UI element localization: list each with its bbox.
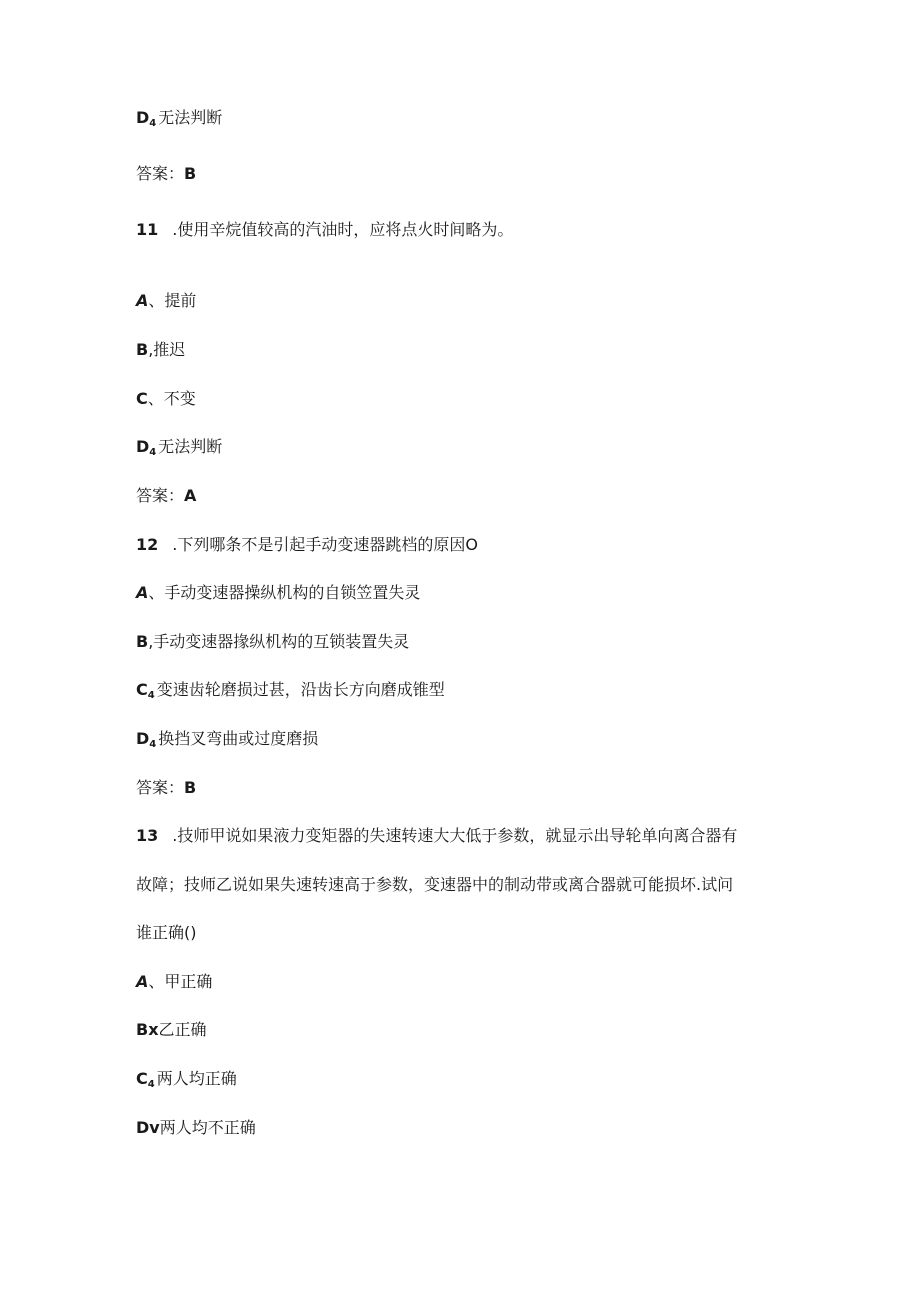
option-d	[136, 729, 318, 755]
option-a	[136, 291, 196, 311]
question-13	[136, 826, 737, 846]
question-text: .技师甲说如果液力变矩器的失速转速大大低于参数，就显示出导轮单向离合器有	[172, 826, 738, 845]
option-b	[136, 1020, 207, 1040]
option-text: ,推迟	[148, 340, 186, 359]
option-text: ,手动变速器掾纵机构的互锁装置失灵	[148, 632, 410, 651]
option-subscript: 4	[149, 739, 157, 750]
option-subscript: 4	[149, 118, 157, 129]
option-letter: C	[136, 680, 148, 699]
option-letter: D	[136, 729, 150, 748]
option-c	[136, 389, 196, 409]
option-text: 变速齿轮磨损过甚，沿齿长方向磨成锥型	[156, 680, 445, 699]
option-letter: C	[136, 1069, 148, 1088]
question-text: .使用辛烷值较高的汽油时，应将点火时间略为。	[172, 220, 514, 239]
option-d	[136, 1118, 256, 1138]
answer-key: B	[184, 778, 197, 797]
option-subscript: 4	[149, 447, 157, 458]
option-a	[136, 972, 212, 992]
answer-label: 答案：	[136, 164, 185, 183]
option-b	[136, 632, 409, 652]
question-12	[136, 535, 478, 555]
option-letter: B	[136, 632, 149, 651]
option-letter: A	[136, 972, 149, 991]
question-text: 谁正确()	[136, 923, 197, 942]
option-text: 两人均不正确	[159, 1118, 256, 1137]
option-letter: C	[136, 389, 148, 408]
option-text: 、甲正确	[148, 972, 213, 991]
option-subscript: 4	[147, 690, 155, 701]
option-letter: A	[136, 583, 149, 602]
option-d	[136, 437, 222, 463]
answer-label: 答案：	[136, 486, 185, 505]
question-text: 故障；技师乙说如果失速转速高于参数，变速器中的制动带或离合器就可能损坏.试问	[136, 875, 734, 894]
option-letter: D	[136, 108, 150, 127]
answer-line	[136, 778, 196, 798]
answer-label: 答案：	[136, 778, 185, 797]
question-number: 11	[136, 220, 159, 239]
question-11	[136, 220, 513, 240]
question-text: .下列哪条不是引起手动变速器跳档的原因O	[172, 535, 478, 554]
answer-key: B	[184, 164, 197, 183]
option-letter: B	[136, 340, 149, 359]
option-text: 换挡叉弯曲或过度磨损	[158, 729, 319, 748]
question-number: 12	[136, 535, 159, 554]
option-text: 、手动变速器操纵机构的自锁笠置失灵	[148, 583, 421, 602]
question-13-continued	[136, 875, 733, 895]
option-text: 无法判断	[158, 108, 223, 127]
option-text: 两人均正确	[156, 1069, 237, 1088]
option-b	[136, 340, 185, 360]
option-letter: Dv	[136, 1118, 160, 1137]
question-13-continued	[136, 923, 197, 943]
answer-line	[136, 486, 196, 506]
option-letter: D	[136, 437, 150, 456]
answer-key: A	[184, 486, 197, 505]
option-letter: Bx	[136, 1020, 159, 1039]
question-number: 13	[136, 826, 159, 845]
option-subscript: 4	[147, 1079, 155, 1090]
option-text: 、不变	[147, 389, 196, 408]
option-c	[136, 1069, 237, 1095]
option-text: 、提前	[148, 291, 197, 310]
option-text: 无法判断	[158, 437, 223, 456]
option-c	[136, 680, 445, 706]
option-a	[136, 583, 420, 603]
option-d	[136, 108, 222, 134]
option-letter: A	[136, 291, 149, 310]
answer-line	[136, 164, 196, 184]
option-text: 乙正确	[158, 1020, 207, 1039]
